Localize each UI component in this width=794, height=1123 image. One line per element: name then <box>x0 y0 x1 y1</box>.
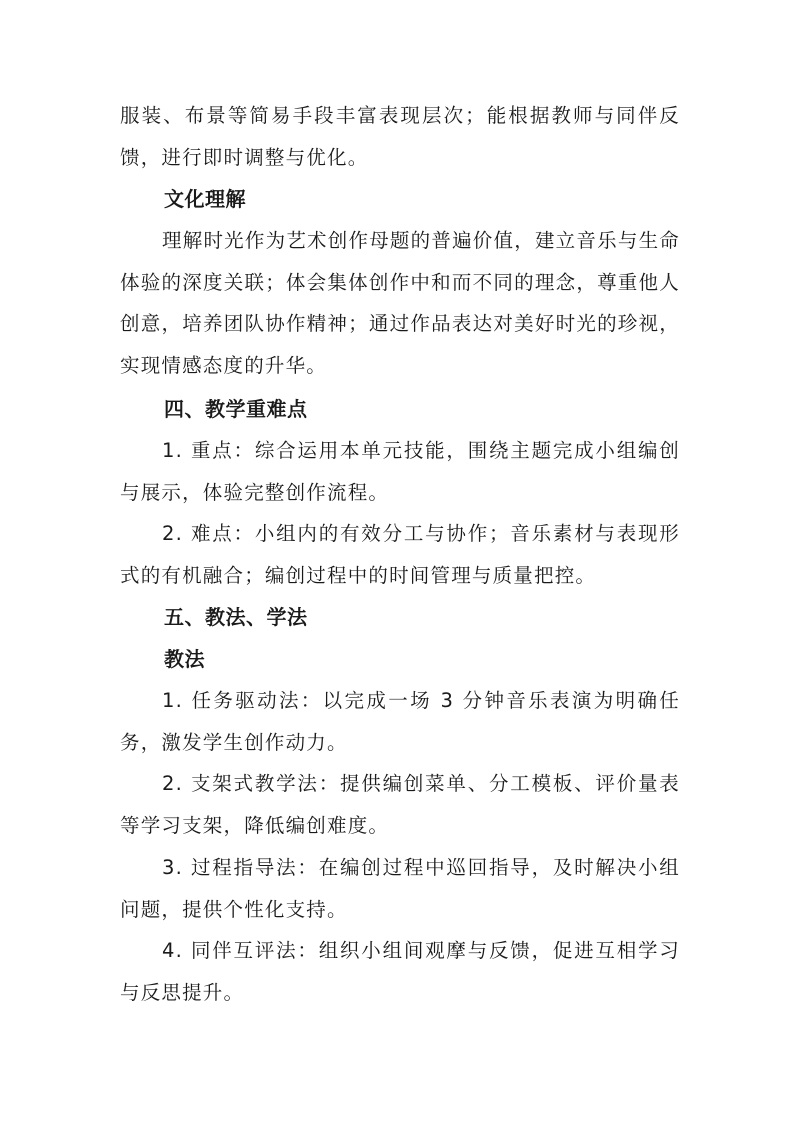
paragraph-cultural-understanding: 理解时光作为艺术创作母题的普遍价值，建立音乐与生命体验的深度关联；体会集体创作中和而不同的理念，尊重他人创意，培养团队协作精神；通过作品表达对美好时光的珍视，实现情感态度的升华。 <box>120 229 680 377</box>
heading-teaching-key-points: 四、教学重难点 <box>164 397 308 421</box>
list-item-key-point: 1. 重点：综合运用本单元技能，围绕主题完成小组编创与展示，体验完整创作流程。 <box>120 439 680 504</box>
heading-methods: 五、教法、学法 <box>164 605 308 629</box>
heading-teaching-methods: 教法 <box>164 647 205 671</box>
list-item-difficult-point: 2. 难点：小组内的有效分工与协作；音乐素材与表现形式的有机融合；编创过程中的时间管理与质量把控。 <box>120 522 680 587</box>
list-item-method-scaffolding: 2. 支架式教学法：提供编创菜单、分工模板、评价量表等学习支架，降低编创难度。 <box>120 772 680 837</box>
list-item-method-peer-review: 4. 同伴互评法：组织小组间观摩与反馈，促进互相学习与反思提升。 <box>120 939 680 1004</box>
list-item-method-task-driven: 1. 任务驱动法：以完成一场 3 分钟音乐表演为明确任务，激发学生创作动力。 <box>120 689 680 754</box>
heading-cultural-understanding: 文化理解 <box>164 187 246 211</box>
paragraph-performance-continued: 服装、布景等简易手段丰富表现层次；能根据教师与同伴反馈，进行即时调整与优化。 <box>120 104 680 169</box>
list-item-method-process-guidance: 3. 过程指导法：在编创过程中巡回指导，及时解决小组问题，提供个性化支持。 <box>120 856 680 921</box>
